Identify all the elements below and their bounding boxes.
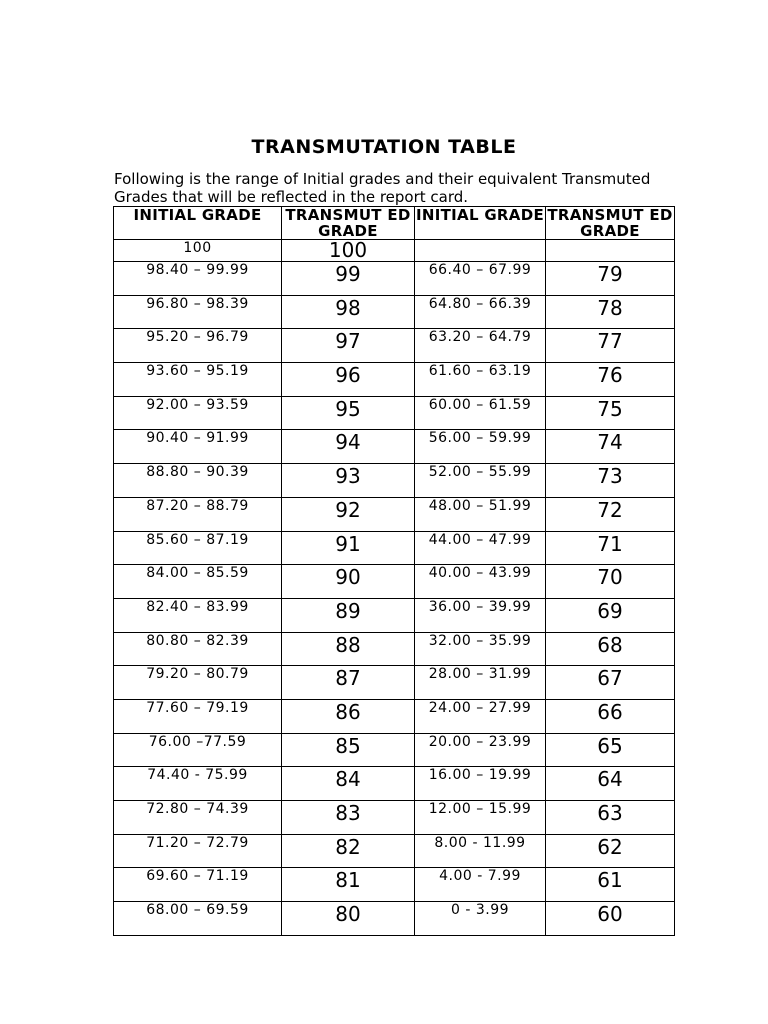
transmuted-grade-cell: 82 bbox=[282, 834, 415, 868]
initial-grade-cell: 36.00 – 39.99 bbox=[415, 598, 546, 632]
transmuted-grade-cell: 87 bbox=[282, 666, 415, 700]
table-row bbox=[114, 295, 675, 329]
header-initial-grade-2: INITIAL GRADE bbox=[415, 207, 546, 240]
initial-grade-cell: 90.40 – 91.99 bbox=[114, 430, 282, 464]
initial-grade-cell: 87.20 – 88.79 bbox=[114, 497, 282, 531]
table-row bbox=[114, 632, 675, 666]
transmuted-grade-cell: 97 bbox=[282, 329, 415, 363]
initial-grade-cell: 96.80 – 98.39 bbox=[114, 295, 282, 329]
initial-grade-cell: 16.00 – 19.99 bbox=[415, 767, 546, 801]
transmuted-grade-cell: 89 bbox=[282, 598, 415, 632]
table-row bbox=[114, 565, 675, 599]
transmuted-grade-cell: 78 bbox=[546, 295, 675, 329]
transmuted-grade-cell: 80 bbox=[282, 902, 415, 936]
initial-grade-cell: 79.20 – 80.79 bbox=[114, 666, 282, 700]
initial-grade-cell: 77.60 – 79.19 bbox=[114, 699, 282, 733]
transmuted-grade-cell: 98 bbox=[282, 295, 415, 329]
table-row bbox=[114, 834, 675, 868]
table-row bbox=[114, 868, 675, 902]
transmuted-grade-cell: 67 bbox=[546, 666, 675, 700]
initial-grade-cell: 56.00 – 59.99 bbox=[415, 430, 546, 464]
initial-grade-cell: 63.20 – 64.79 bbox=[415, 329, 546, 363]
initial-grade-cell: 74.40 - 75.99 bbox=[114, 767, 282, 801]
table-header-row bbox=[114, 207, 675, 240]
initial-grade-cell: 93.60 – 95.19 bbox=[114, 363, 282, 397]
initial-grade-cell: 92.00 – 93.59 bbox=[114, 396, 282, 430]
transmuted-grade-cell: 64 bbox=[546, 767, 675, 801]
transmuted-grade-cell: 77 bbox=[546, 329, 675, 363]
initial-grade-cell: 44.00 – 47.99 bbox=[415, 531, 546, 565]
transmuted-grade-cell: 61 bbox=[546, 868, 675, 902]
table-row bbox=[114, 733, 675, 767]
transmuted-grade-cell: 62 bbox=[546, 834, 675, 868]
initial-grade-cell: 88.80 – 90.39 bbox=[114, 464, 282, 498]
initial-grade-cell: 84.00 – 85.59 bbox=[114, 565, 282, 599]
page-title: TRANSMUTATION TABLE bbox=[251, 136, 517, 158]
transmuted-grade-cell: 66 bbox=[546, 699, 675, 733]
table-row bbox=[114, 464, 675, 498]
transmuted-grade-cell: 85 bbox=[282, 733, 415, 767]
initial-grade-cell: 48.00 – 51.99 bbox=[415, 497, 546, 531]
table-row bbox=[114, 497, 675, 531]
transmuted-grade-cell: 96 bbox=[282, 363, 415, 397]
transmuted-grade-cell: 92 bbox=[282, 497, 415, 531]
initial-grade-cell: 8.00 - 11.99 bbox=[415, 834, 546, 868]
transmuted-grade-cell: 83 bbox=[282, 801, 415, 835]
initial-grade-cell: 32.00 – 35.99 bbox=[415, 632, 546, 666]
transmuted-grade-cell: 71 bbox=[546, 531, 675, 565]
table-row bbox=[114, 666, 675, 700]
transmuted-grade-cell: 70 bbox=[546, 565, 675, 599]
transmuted-grade-cell: 88 bbox=[282, 632, 415, 666]
initial-grade-cell: 24.00 – 27.99 bbox=[415, 699, 546, 733]
initial-grade-cell: 60.00 – 61.59 bbox=[415, 396, 546, 430]
transmuted-grade-cell: 72 bbox=[546, 497, 675, 531]
table-row bbox=[114, 598, 675, 632]
table-row bbox=[114, 430, 675, 464]
initial-grade-cell: 28.00 – 31.99 bbox=[415, 666, 546, 700]
initial-grade-cell: 40.00 – 43.99 bbox=[415, 565, 546, 599]
initial-grade-cell: 0 - 3.99 bbox=[415, 902, 546, 936]
table-row bbox=[114, 902, 675, 936]
transmuted-grade-cell: 90 bbox=[282, 565, 415, 599]
initial-grade-cell: 69.60 – 71.19 bbox=[114, 868, 282, 902]
transmuted-grade-cell: 76 bbox=[546, 363, 675, 397]
table-row bbox=[114, 363, 675, 397]
transmuted-grade-cell: 99 bbox=[282, 262, 415, 296]
initial-grade-cell: 52.00 – 55.99 bbox=[415, 464, 546, 498]
intro-paragraph: Following is the range of Initial grades and their equivalent Transmuted Grades that will be reflected in the report card. bbox=[114, 170, 651, 206]
transmuted-grade-cell: 60 bbox=[546, 902, 675, 936]
transmuted-grade-cell: 93 bbox=[282, 464, 415, 498]
transmuted-grade-cell: 95 bbox=[282, 396, 415, 430]
initial-grade-cell: 85.60 – 87.19 bbox=[114, 531, 282, 565]
table-row bbox=[114, 329, 675, 363]
transmuted-grade-cell: 94 bbox=[282, 430, 415, 464]
transmuted-grade-cell: 74 bbox=[546, 430, 675, 464]
initial-grade-cell: 98.40 – 99.99 bbox=[114, 262, 282, 296]
header-transmuted-grade-1: TRANSMUT ED GRADE bbox=[282, 207, 415, 240]
initial-grade-cell: 66.40 – 67.99 bbox=[415, 262, 546, 296]
header-initial-grade-1: INITIAL GRADE bbox=[114, 207, 282, 240]
transmuted-grade-cell: 100 bbox=[282, 240, 415, 262]
table-row bbox=[114, 531, 675, 565]
initial-grade-cell: 61.60 – 63.19 bbox=[415, 363, 546, 397]
table-row bbox=[114, 240, 675, 262]
initial-grade-cell: 68.00 – 69.59 bbox=[114, 902, 282, 936]
transmuted-grade-cell: 91 bbox=[282, 531, 415, 565]
initial-grade-cell: 76.00 –77.59 bbox=[114, 733, 282, 767]
empty-cell bbox=[546, 240, 675, 262]
transmuted-grade-cell: 69 bbox=[546, 598, 675, 632]
initial-grade-cell: 100 bbox=[114, 240, 282, 262]
transmuted-grade-cell: 68 bbox=[546, 632, 675, 666]
initial-grade-cell: 72.80 – 74.39 bbox=[114, 801, 282, 835]
initial-grade-cell: 95.20 – 96.79 bbox=[114, 329, 282, 363]
transmuted-grade-cell: 65 bbox=[546, 733, 675, 767]
header-transmuted-grade-2: TRANSMUT ED GRADE bbox=[547, 206, 673, 240]
initial-grade-cell: 12.00 – 15.99 bbox=[415, 801, 546, 835]
table-row bbox=[114, 396, 675, 430]
initial-grade-cell: 20.00 – 23.99 bbox=[415, 733, 546, 767]
table-row bbox=[114, 801, 675, 835]
table-row bbox=[114, 767, 675, 801]
initial-grade-cell: 64.80 – 66.39 bbox=[415, 295, 546, 329]
transmuted-grade-cell: 84 bbox=[282, 767, 415, 801]
transmuted-grade-cell: 73 bbox=[546, 464, 675, 498]
transmutation-table bbox=[113, 206, 675, 936]
initial-grade-cell: 80.80 – 82.39 bbox=[114, 632, 282, 666]
transmuted-grade-cell: 75 bbox=[546, 396, 675, 430]
initial-grade-cell: 82.40 – 83.99 bbox=[114, 598, 282, 632]
table-row bbox=[114, 262, 675, 296]
table-row bbox=[114, 699, 675, 733]
empty-cell bbox=[415, 240, 546, 262]
initial-grade-cell: 71.20 – 72.79 bbox=[114, 834, 282, 868]
initial-grade-cell: 4.00 - 7.99 bbox=[415, 868, 546, 902]
transmuted-grade-cell: 81 bbox=[282, 868, 415, 902]
transmuted-grade-cell: 79 bbox=[546, 262, 675, 296]
transmuted-grade-cell: 86 bbox=[282, 699, 415, 733]
transmuted-grade-cell: 63 bbox=[546, 801, 675, 835]
